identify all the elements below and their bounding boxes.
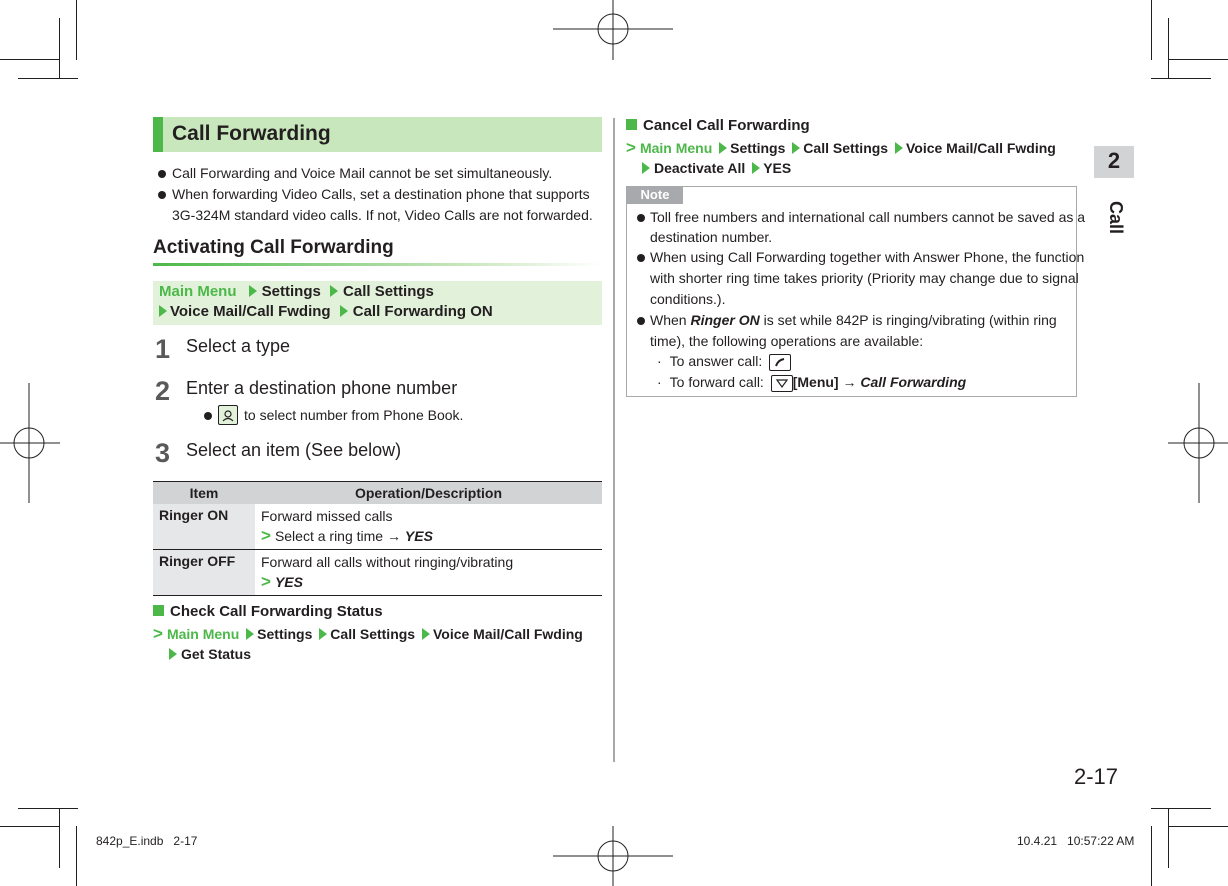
row-desc: Forward missed calls > Select a ring time → YES <box>255 504 602 550</box>
path-voice-mail: Voice Mail/Call Fwding <box>905 140 1056 156</box>
check-status: Check Call Forwarding Status > Main Menu Settings Call Settings Voice Mail/Call Fwding Get Status <box>153 603 583 662</box>
row-item: Ringer OFF <box>153 549 255 595</box>
section-title: Call Forwarding <box>172 122 331 145</box>
footer-right: 10.4.21 10:57:22 AM <box>1017 834 1135 848</box>
note-sub-text: To answer call: <box>669 353 763 369</box>
note-menu-label: [Menu] <box>792 374 839 390</box>
table-row <box>153 504 602 550</box>
check-status-title: Check Call Forwarding Status <box>170 603 383 620</box>
chapter-number: 2 <box>1107 148 1121 173</box>
arrow-icon: → <box>842 374 857 390</box>
phonebook-key-icon <box>218 405 238 425</box>
path-call-forwarding-on: Call Forwarding ON <box>352 303 493 320</box>
path-voice-mail: Voice Mail/Call Fwding <box>432 626 583 642</box>
row-item: Ringer ON <box>153 504 255 550</box>
note-text: destination number. <box>650 229 773 245</box>
row-op-text: Select a ring time <box>274 527 384 544</box>
path-call-settings: Call Settings <box>803 140 889 156</box>
note-ringer-on: Ringer ON <box>690 312 760 328</box>
note-sub-forward: · To forward call: [Menu] → Call Forwarding <box>657 374 967 390</box>
note-text: time), the following operations are available: <box>650 333 924 349</box>
note-text: Toll free numbers and international call numbers cannot be saved as a <box>650 209 1086 225</box>
path-main-menu: Main Menu <box>159 283 237 300</box>
path-get-status: Get Status <box>181 646 252 662</box>
path-main-menu: Main Menu <box>166 626 240 642</box>
step-text: Select an item (See below) <box>186 440 402 460</box>
col-item: Item <box>153 482 255 504</box>
bullet-text: When forwarding Video Calls, set a destination phone that supports <box>172 186 590 202</box>
path-call-settings: Call Settings <box>330 626 416 642</box>
call-key-icon <box>769 354 791 371</box>
registration-mark-right <box>1168 383 1228 503</box>
note-text: to select number from Phone Book. <box>244 407 464 423</box>
note-text: When using Call Forwarding together with Answer Phone, the function <box>650 249 1085 265</box>
bullet-text-cont: 3G-324M standard video calls. If not, Video Calls are not forwarded. <box>172 207 593 223</box>
note-text <box>650 310 1057 330</box>
cancel-forwarding: Cancel Call Forwarding > Main Menu Settings Call Settings Voice Mail/Call Fwding Deactivate All YES <box>626 117 1056 176</box>
row-desc-text: Forward missed calls <box>261 507 393 524</box>
note-text-post: is set while 842P is ringing/vibrating (within ring <box>763 312 1057 328</box>
note-label: Note <box>627 186 683 204</box>
note-call-forwarding: Call Forwarding <box>860 374 967 390</box>
subsection-title: Activating Call Forwarding <box>153 237 394 258</box>
registration-mark-bottom <box>553 826 673 886</box>
step-text: Enter a destination phone number <box>186 378 458 398</box>
step-number: 2 <box>155 376 171 406</box>
note-text-pre: When <box>650 312 687 328</box>
step-text: Select a type <box>186 336 291 356</box>
footer-left: 842p_E.indb 2-17 <box>96 834 198 848</box>
path-main-menu: Main Menu <box>639 140 713 156</box>
registration-mark-top <box>553 0 673 60</box>
section-header <box>153 117 602 152</box>
path-yes: YES <box>763 160 792 176</box>
path-deactivate-all: Deactivate All <box>654 160 746 176</box>
note-box <box>626 186 1086 397</box>
options-table <box>153 481 602 596</box>
row-desc: Forward all calls without ringing/vibrating > YES <box>255 549 602 595</box>
note-text: conditions.). <box>650 291 726 307</box>
column-divider <box>613 118 615 762</box>
path-voice-mail: Voice Mail/Call Fwding <box>170 303 331 320</box>
page-number: 2-17 <box>1074 764 1119 789</box>
note-sub-text: To forward call: <box>669 374 764 390</box>
row-op-result: YES <box>404 527 433 544</box>
path-call-settings: Call Settings <box>343 283 434 300</box>
table-row <box>153 549 602 595</box>
note-text: with shorter ring time takes priority (Priority may change due to signal <box>650 270 1079 286</box>
table-header <box>153 482 602 504</box>
menu-path-activate <box>153 281 602 325</box>
path-settings: Settings <box>730 140 786 156</box>
bullet-text: Call Forwarding and Voice Mail cannot be set simultaneously. <box>172 165 553 181</box>
cancel-title: Cancel Call Forwarding <box>643 117 810 134</box>
chapter-tab <box>1094 146 1134 178</box>
step-number: 3 <box>155 438 171 468</box>
col-operation: Operation/Description <box>255 482 602 504</box>
row-op-result: YES <box>274 573 303 590</box>
chapter-label <box>1106 201 1126 235</box>
note-sub-answer: · To answer call: <box>657 351 791 371</box>
path-settings: Settings <box>257 626 313 642</box>
row-desc-text: Forward all calls without ringing/vibrating <box>261 553 514 570</box>
step-number: 1 <box>155 334 171 364</box>
activating-title <box>153 237 602 266</box>
menu-key-icon <box>771 375 793 392</box>
chapter-label-text: Call <box>1106 201 1126 235</box>
registration-mark-left <box>0 383 60 503</box>
path-settings: Settings <box>261 283 321 300</box>
